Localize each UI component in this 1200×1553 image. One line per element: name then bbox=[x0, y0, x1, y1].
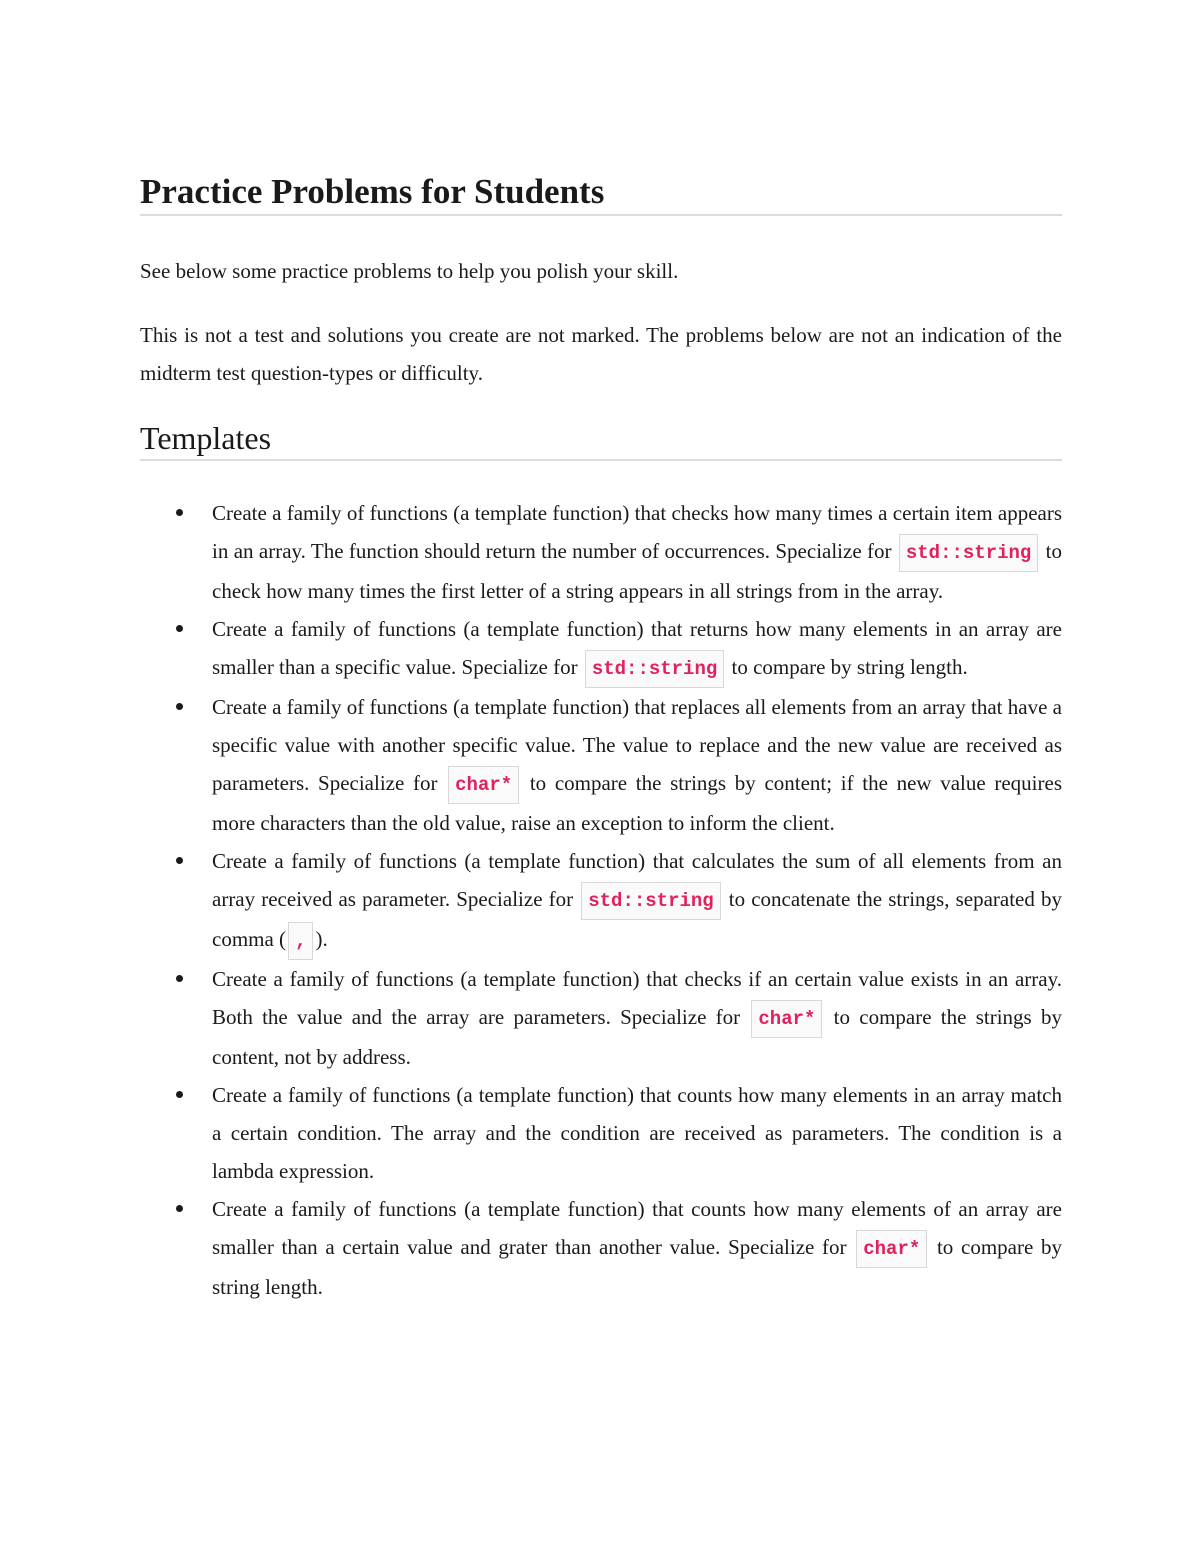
inline-code: char* bbox=[751, 1000, 822, 1038]
problem-text: to compare the strings by content, not by address. bbox=[212, 1005, 1062, 1069]
document-page bbox=[140, 170, 1062, 1306]
problem-text: Create a family of functions (a template function) that calculates the sum of all elements from an array received as parameter. Specialize for bbox=[212, 849, 1062, 911]
inline-code: std::string bbox=[585, 650, 724, 688]
problem-text: to compare by string length. bbox=[726, 655, 968, 679]
bullet-icon bbox=[176, 857, 183, 864]
bullet-icon bbox=[176, 625, 183, 632]
problem-item-4 bbox=[140, 842, 1062, 960]
bullet-icon bbox=[176, 1205, 183, 1212]
problem-item-2 bbox=[140, 610, 1062, 688]
problem-text: to compare by string length. bbox=[212, 1235, 1063, 1299]
inline-code: , bbox=[288, 922, 313, 960]
bullet-icon bbox=[176, 509, 183, 516]
bullet-icon bbox=[176, 975, 183, 982]
section-title-templates: Templates bbox=[140, 418, 1062, 461]
problem-text: Create a family of functions (a template function) that returns how many elements in an array are smaller than a specific value. Specialize for bbox=[212, 617, 1062, 679]
problem-text: to compare the strings by content; if the new value requires more characters than the old value, raise an exception to inform the client. bbox=[212, 771, 1062, 835]
intro-paragraph-2: This is not a test and solutions you create are not marked. The problems below are not an indication of the midterm test question-types or difficulty. bbox=[140, 323, 1062, 385]
problem-item-3 bbox=[140, 688, 1062, 842]
problem-text: Create a family of functions (a template function) that counts how many elements in an array match a certain condition. The array and the condition are received as parameters. The condition is a lambda expression. bbox=[212, 1083, 1062, 1183]
problem-text: Create a family of functions (a template function) that replaces all elements from an array that have a specific value with another specific value. The value to replace and the new value are received as parameters. Specialize for bbox=[212, 695, 1062, 795]
problem-item-7 bbox=[140, 1190, 1062, 1306]
bullet-icon bbox=[176, 703, 183, 710]
problem-item-1 bbox=[140, 494, 1062, 610]
problem-text: Create a family of functions (a template function) that checks how many times a certain item appears in an array. The function should return the number of occurrences. Specialize for bbox=[212, 501, 1062, 563]
problem-text: ). bbox=[315, 927, 328, 951]
inline-code: char* bbox=[448, 766, 519, 804]
inline-code: char* bbox=[856, 1230, 927, 1268]
problem-text: Create a family of functions (a template function) that checks if an certain value exists in an array. Both the value and the array are parameters. Specialize for bbox=[212, 967, 1062, 1029]
problem-text: to check how many times the first letter of a string appears in all strings from in the array. bbox=[212, 539, 1062, 603]
bullet-icon bbox=[176, 1091, 183, 1098]
inline-code: std::string bbox=[899, 534, 1038, 572]
problem-text: Create a family of functions (a template function) that counts how many elements of an array are smaller than a certain value and grater than another value. Specialize for bbox=[212, 1197, 1062, 1259]
problem-text: to concatenate the strings, separated by comma ( bbox=[212, 887, 1062, 951]
inline-code: std::string bbox=[581, 882, 720, 920]
problem-item-5 bbox=[140, 960, 1062, 1076]
intro-paragraph-1: See below some practice problems to help you polish your skill. bbox=[140, 259, 679, 283]
problem-list bbox=[140, 494, 1062, 1306]
problem-item-6 bbox=[140, 1076, 1062, 1190]
page-title: Practice Problems for Students bbox=[140, 170, 1062, 216]
